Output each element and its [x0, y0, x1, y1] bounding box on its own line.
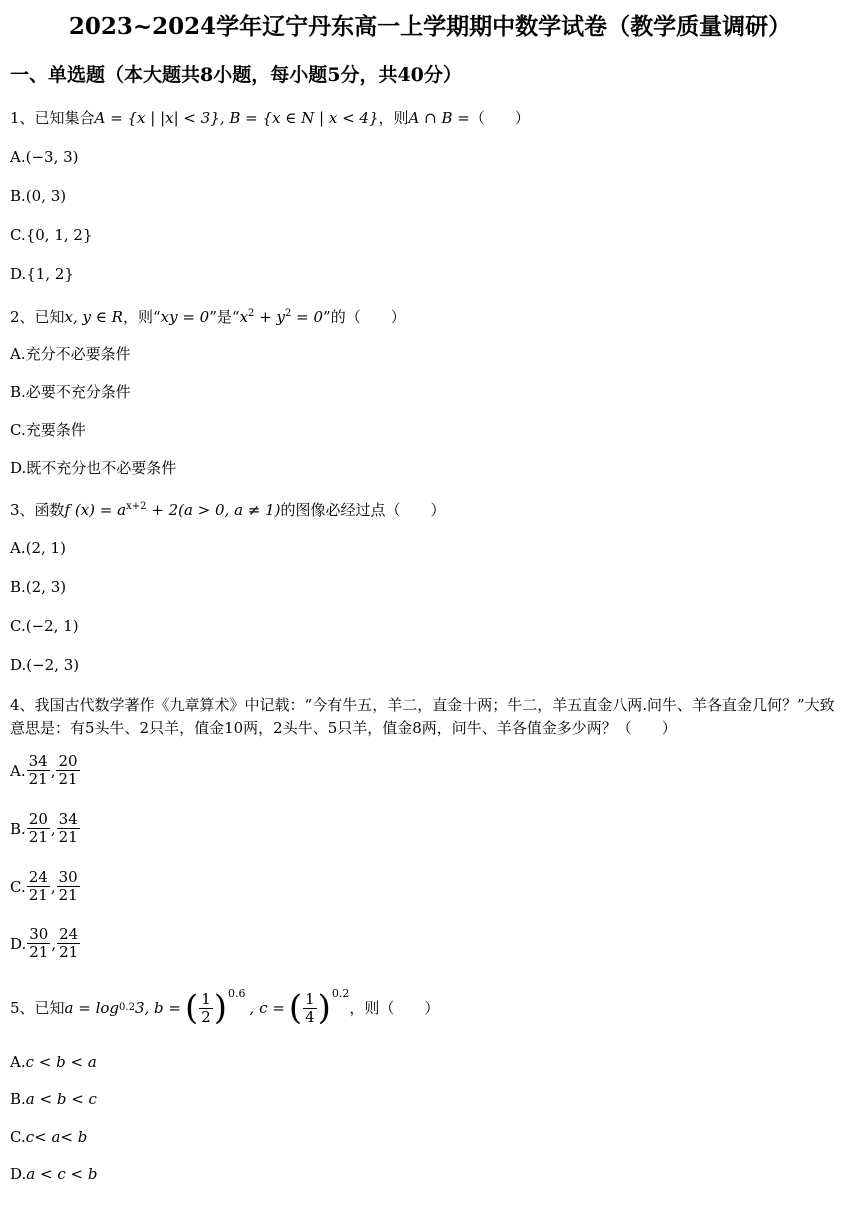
q3-sup: x+2	[126, 501, 147, 512]
numerator: 34	[58, 810, 78, 828]
q5-option-a[interactable]	[10, 1052, 97, 1072]
denominator: 21	[58, 770, 78, 788]
q3-stem-prefix: 3、函数	[10, 501, 65, 519]
option-text: (2, 3)	[25, 578, 67, 596]
q1-stem-end: （ ）	[469, 109, 530, 127]
denominator: 4	[305, 1007, 315, 1026]
q2-stem-mid2: ”是“	[209, 308, 240, 326]
q4-option-d[interactable]	[10, 926, 81, 961]
option-text: a < b < c	[25, 1090, 97, 1108]
q3-option-c[interactable]	[10, 616, 79, 636]
denominator: 21	[58, 886, 78, 904]
q5-option-d[interactable]	[10, 1164, 97, 1184]
question-5-stem	[10, 988, 439, 1028]
option-label: B.	[10, 819, 26, 838]
q4-option-b[interactable]	[10, 811, 81, 846]
fraction	[57, 811, 80, 846]
denominator: 21	[28, 770, 48, 788]
q1-option-a[interactable]	[10, 147, 79, 167]
q5-option-b[interactable]	[10, 1089, 97, 1109]
option-label: B.	[10, 578, 26, 596]
option-text: {0, 1, 2}	[25, 226, 93, 244]
q5-stem-end: ，则（ ）	[349, 999, 440, 1017]
fraction	[56, 753, 79, 788]
question-3-stem	[10, 497, 446, 520]
numerator: 1	[201, 989, 211, 1008]
page-title: 2023~2024学年辽宁丹东高一上学期期中数学试卷（教学质量调研）	[68, 13, 792, 40]
q4-option-a[interactable]	[10, 753, 81, 788]
q2-stem-mid1: ，则“	[122, 308, 161, 326]
numerator: 20	[28, 810, 48, 828]
denominator: 21	[29, 943, 49, 961]
denominator: 2	[201, 1007, 211, 1026]
numerator: 30	[58, 868, 78, 886]
option-label: A.	[10, 761, 26, 780]
q1-option-b[interactable]	[10, 186, 66, 206]
option-text: (−2, 1)	[25, 617, 79, 635]
exponent-b: 0.6	[228, 987, 246, 1000]
option-text: 充分不必要条件	[25, 345, 131, 363]
numerator: 24	[28, 868, 48, 886]
q1-stem-prefix: 1、已知集合	[10, 109, 95, 127]
q2-math3a: x	[239, 308, 249, 326]
option-label: C.	[10, 877, 26, 896]
option-label: A.	[10, 1053, 26, 1071]
q1-stem-suffix: ，则	[378, 109, 409, 127]
numerator: 1	[305, 989, 315, 1008]
option-label: C.	[10, 226, 26, 244]
option-label: D.	[10, 656, 27, 674]
numerator: 20	[58, 752, 78, 770]
numerator: 24	[59, 925, 79, 943]
question-4-stem: 4、我国古代数学著作《九章算术》中记载：“今有牛五，羊二，直金十两；牛二，羊五直金八两.问牛、羊各直金几何？”大致意思是：有5头牛、2只羊，值金10两，2头牛、5只羊，值金8两，问牛、羊各值金多少两？（ ）	[10, 696, 835, 737]
fraction	[27, 753, 50, 788]
right-paren: )	[317, 988, 331, 1028]
option-label: D.	[10, 265, 27, 283]
option-label: A.	[10, 148, 26, 166]
q5-option-c[interactable]	[10, 1127, 87, 1147]
numerator: 34	[28, 752, 48, 770]
option-label: C.	[10, 1128, 26, 1146]
q2-sup1: 2	[248, 308, 255, 319]
q1-math2: A ∩ B =	[408, 109, 470, 127]
option-label: B.	[10, 187, 26, 205]
option-label: B.	[10, 1090, 26, 1108]
section-heading: 一、单选题（本大题共8小题，每小题5分，共40分）	[10, 64, 462, 86]
option-text: c < b < a	[25, 1053, 97, 1071]
q3-stem-end: 的图像必经过点（ ）	[280, 501, 446, 519]
q5-log-base: 0.2	[119, 1002, 135, 1013]
denominator: 21	[28, 886, 48, 904]
q3-math-b: + 2(a > 0, a ≠ 1)	[146, 501, 281, 519]
option-text: (2, 1)	[25, 539, 66, 557]
q3-math-a: f (x) = a	[64, 501, 127, 519]
question-2-stem	[10, 304, 406, 327]
q2-math3c: = 0	[291, 308, 324, 326]
option-text: (0, 3)	[25, 187, 67, 205]
q2-option-c[interactable]	[10, 420, 86, 440]
q5-math-a-end: 3, b =	[134, 999, 181, 1017]
q2-stem-prefix: 2、已知	[10, 308, 65, 326]
fraction-c	[303, 991, 317, 1026]
q2-sup2: 2	[285, 308, 292, 319]
separator: ,	[50, 761, 56, 780]
denominator: 21	[58, 828, 78, 846]
q1-option-d[interactable]	[10, 264, 74, 284]
denominator: 21	[59, 943, 79, 961]
q3-option-b[interactable]	[10, 577, 66, 597]
denominator: 21	[28, 828, 48, 846]
separator: ,	[50, 819, 56, 838]
q3-option-d[interactable]	[10, 655, 79, 675]
separator: ,	[51, 934, 57, 953]
numerator: 30	[29, 925, 49, 943]
fraction	[57, 869, 80, 904]
q2-math2: xy = 0	[160, 308, 210, 326]
q2-math3b: + y	[254, 308, 285, 326]
separator: ,	[50, 877, 56, 896]
option-text: c< a< b	[25, 1128, 88, 1146]
q3-option-a[interactable]	[10, 538, 66, 558]
left-paren: (	[288, 988, 303, 1028]
q2-stem-end: ”的（ ）	[323, 308, 406, 326]
left-paren: (	[184, 988, 199, 1028]
q1-option-c[interactable]	[10, 225, 93, 245]
fraction	[27, 869, 50, 904]
q2-math: x, y ∈ R	[64, 308, 123, 326]
q2-option-b[interactable]	[10, 382, 131, 402]
q5-math-c: , c =	[249, 999, 285, 1017]
option-text: 既不充分也不必要条件	[26, 459, 177, 477]
fraction	[57, 926, 80, 961]
fraction	[27, 811, 50, 846]
q2-option-d[interactable]	[10, 458, 176, 478]
option-label: D.	[10, 1165, 27, 1183]
fraction-b	[199, 991, 213, 1026]
q1-math: A = {x | |x| < 3}, B = {x ∈ N | x < 4}	[94, 109, 379, 127]
option-text: a < c < b	[26, 1165, 98, 1183]
option-label: B.	[10, 383, 26, 401]
option-text: (−2, 3)	[26, 656, 80, 674]
q5-math-a: a = log	[64, 999, 120, 1017]
exponent-c: 0.2	[331, 987, 350, 1000]
option-label: D.	[10, 934, 27, 953]
q2-option-a[interactable]	[10, 344, 131, 364]
question-1-stem	[10, 108, 530, 128]
option-label: A.	[10, 539, 26, 557]
option-text: 必要不充分条件	[25, 383, 131, 401]
q5-stem-prefix: 5、已知	[10, 999, 65, 1017]
option-label: D.	[10, 459, 27, 477]
right-paren: )	[213, 988, 228, 1028]
option-text: 充要条件	[25, 421, 86, 439]
option-text: {1, 2}	[26, 265, 74, 283]
option-label: A.	[10, 345, 26, 363]
option-label: C.	[10, 617, 26, 635]
fraction	[27, 926, 50, 961]
option-text: (−3, 3)	[25, 148, 79, 166]
option-label: C.	[10, 421, 26, 439]
q4-option-c[interactable]	[10, 869, 81, 904]
